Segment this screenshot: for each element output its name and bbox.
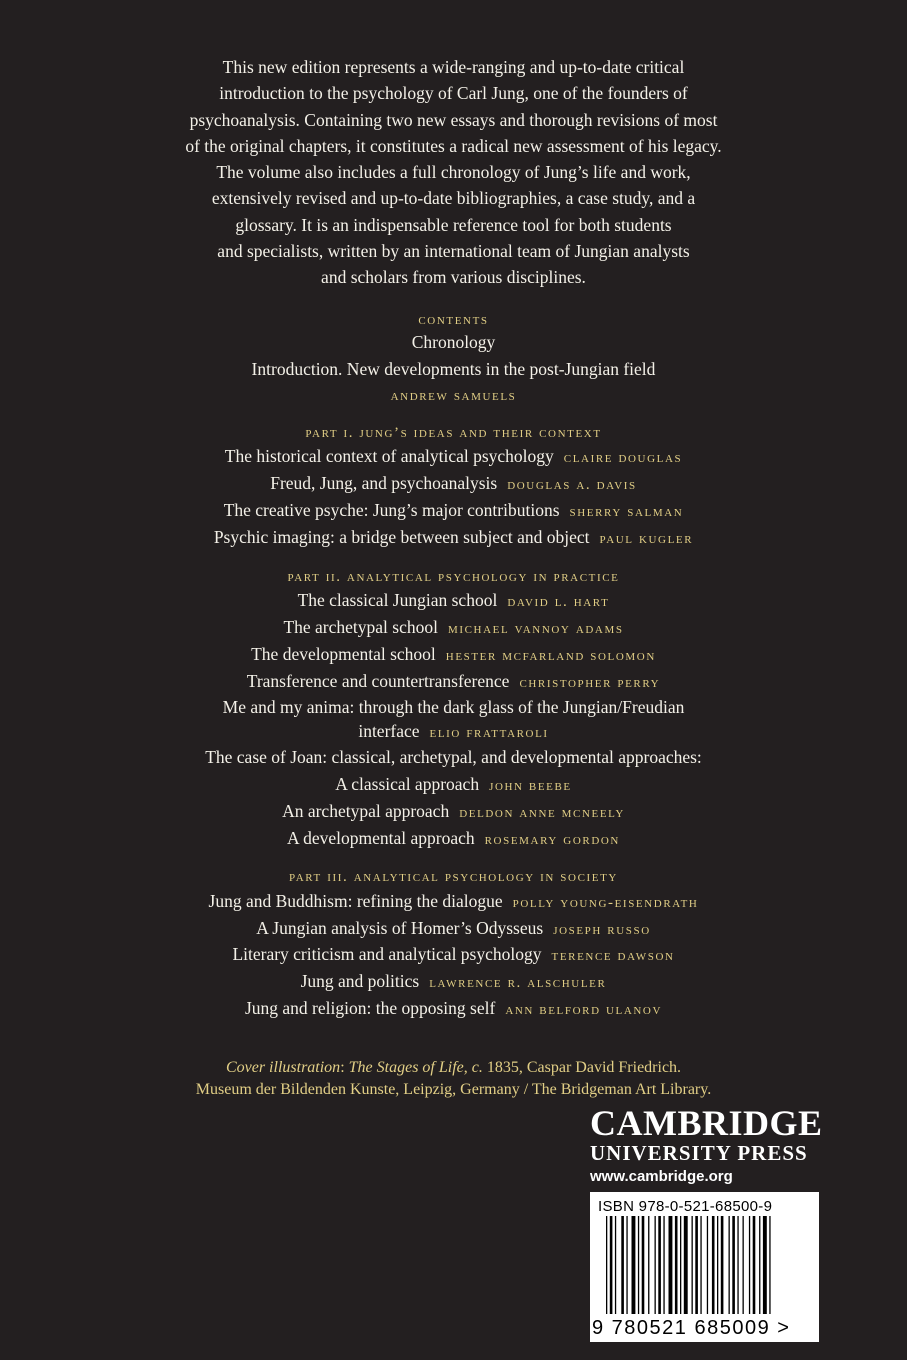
- barcode-bar: [717, 1216, 718, 1314]
- credit-line-1: Cover illustration: The Stages of Life, c. 1835, Caspar David Friedrich.: [225, 1059, 682, 1076]
- blurb-line: This new edition represents a wide-ranging and up-to-date critical: [222, 57, 685, 77]
- blurb-line: introduction to the psychology of Carl Jung, one of the founders of: [219, 83, 688, 104]
- barcode-bars: [606, 1216, 811, 1314]
- toc-entry: The archetypal school michael vannoy adams: [283, 617, 624, 637]
- toc-entry: A Jungian analysis of Homer’s Odysseus joseph russo: [256, 918, 651, 938]
- barcode-bar: [763, 1216, 767, 1314]
- barcode-bar: [658, 1216, 661, 1314]
- toc-chronology: Chronology: [411, 332, 496, 352]
- barcode-bar: [621, 1216, 624, 1314]
- barcode-bar: [606, 1216, 607, 1314]
- toc-entry: Jung and politics lawrence r. alschuler: [300, 971, 607, 991]
- blurb-line: glossary. It is an indispensable reference tool for both students: [235, 214, 672, 235]
- barcode-bar: [684, 1216, 688, 1314]
- toc-entry: A classical approach john beebe: [335, 774, 572, 794]
- publisher-logo: [590, 1104, 823, 1185]
- blurb: [150, 54, 757, 291]
- toc-entry: The developmental school hester mcfarland solomon: [251, 644, 656, 664]
- barcode-bar: [721, 1216, 724, 1314]
- barcode: [590, 1192, 819, 1342]
- barcode-bar: [749, 1216, 750, 1314]
- toc-entry: The case of Joan: classical, archetypal, and developmental approaches:: [205, 747, 702, 767]
- toc-entry: An archetypal approach deldon anne mcneely: [282, 801, 625, 821]
- barcode-bar: [729, 1216, 730, 1314]
- barcode-bar: [675, 1216, 678, 1314]
- toc-entry: The classical Jungian school david l. hart: [297, 590, 610, 610]
- barcode-bar: [680, 1216, 681, 1314]
- blurb-line: psychoanalysis. Containing two new essays and thorough revisions of most: [189, 109, 718, 130]
- barcode-bar: [610, 1216, 613, 1314]
- blurb-line: and scholars from various disciplines.: [321, 267, 586, 288]
- blurb-line: and specialists, written by an international team of Jungian analysts: [217, 241, 690, 262]
- part2-heading: part ii. analytical psychology in practice: [287, 569, 620, 585]
- barcode-bar: [732, 1216, 735, 1314]
- blurb-line: of the original chapters, it constitutes a radical new assessment of his legacy.: [185, 135, 722, 156]
- isbn-label: ISBN 978-0-521-68500-9: [598, 1198, 773, 1215]
- barcode-bar: [707, 1216, 708, 1314]
- barcode-bar: [759, 1216, 760, 1314]
- toc-entry: Jung and religion: the opposing self ann belford ulanov: [244, 998, 663, 1018]
- publisher-url: www.cambridge.org: [590, 1168, 733, 1185]
- barcode-number: 9 780521 685009 >: [592, 1317, 791, 1339]
- barcode-bar: [737, 1216, 738, 1314]
- barcode-bar: [615, 1216, 616, 1314]
- part3-heading: part iii. analytical psychology in society: [289, 869, 618, 885]
- toc-entry: The historical context of analytical psychology claire douglas: [224, 446, 683, 466]
- barcode-bar: [648, 1216, 649, 1314]
- barcode-bar: [753, 1216, 756, 1314]
- barcode-bar: [642, 1216, 645, 1314]
- credit-line-2: Museum der Bildenden Kunste, Leipzig, Germany / The Bridgeman Art Library.: [195, 1081, 712, 1098]
- contents-heading: contents: [418, 312, 489, 328]
- barcode-bar: [769, 1216, 770, 1314]
- toc-entry: Me and my anima: through the dark glass of the Jungian/Freudian: [222, 697, 685, 717]
- toc-entry-cont: interface elio frattaroli: [358, 721, 549, 741]
- blurb-line: extensively revised and up-to-date bibliographies, a case study, and a: [211, 188, 696, 209]
- part1-heading: part i. jung’s ideas and their context: [305, 425, 602, 441]
- barcode-bar: [632, 1216, 636, 1314]
- barcode-bar: [700, 1216, 701, 1314]
- toc-entry: Literary criticism and analytical psychology terence dawson: [232, 944, 675, 964]
- barcode-bar: [663, 1216, 664, 1314]
- blurb-line: The volume also includes a full chronology of Jung’s life and work,: [216, 162, 691, 183]
- toc-entry: Psychic imaging: a bridge between subject and object paul kugler: [213, 527, 694, 547]
- barcode-bar: [712, 1216, 715, 1314]
- toc-entry: A developmental approach rosemary gordon: [287, 828, 620, 848]
- barcode-bar: [692, 1216, 693, 1314]
- toc-intro-author: andrew samuels: [390, 388, 517, 404]
- barcode-bar: [669, 1216, 673, 1314]
- toc-entry: Freud, Jung, and psychoanalysis douglas a. davis: [270, 473, 637, 493]
- barcode-bar: [655, 1216, 656, 1314]
- barcode-bar: [626, 1216, 627, 1314]
- barcode-bar: [638, 1216, 639, 1314]
- toc-entry: Jung and Buddhism: refining the dialogue polly young-eisendrath: [208, 891, 699, 911]
- toc-introduction: Introduction. New developments in the post-Jungian field: [251, 359, 656, 379]
- publisher-subtitle: UNIVERSITY PRESS: [590, 1141, 808, 1165]
- barcode-bar: [695, 1216, 698, 1314]
- toc-entry: Transference and countertransference christopher perry: [246, 671, 661, 691]
- cover-illustration-credit: [0, 1057, 907, 1101]
- publisher-name: CAMBRIDGE: [590, 1103, 823, 1143]
- toc-entry: The creative psyche: Jung’s major contributions sherry salman: [223, 500, 684, 520]
- barcode-bar: [743, 1216, 744, 1314]
